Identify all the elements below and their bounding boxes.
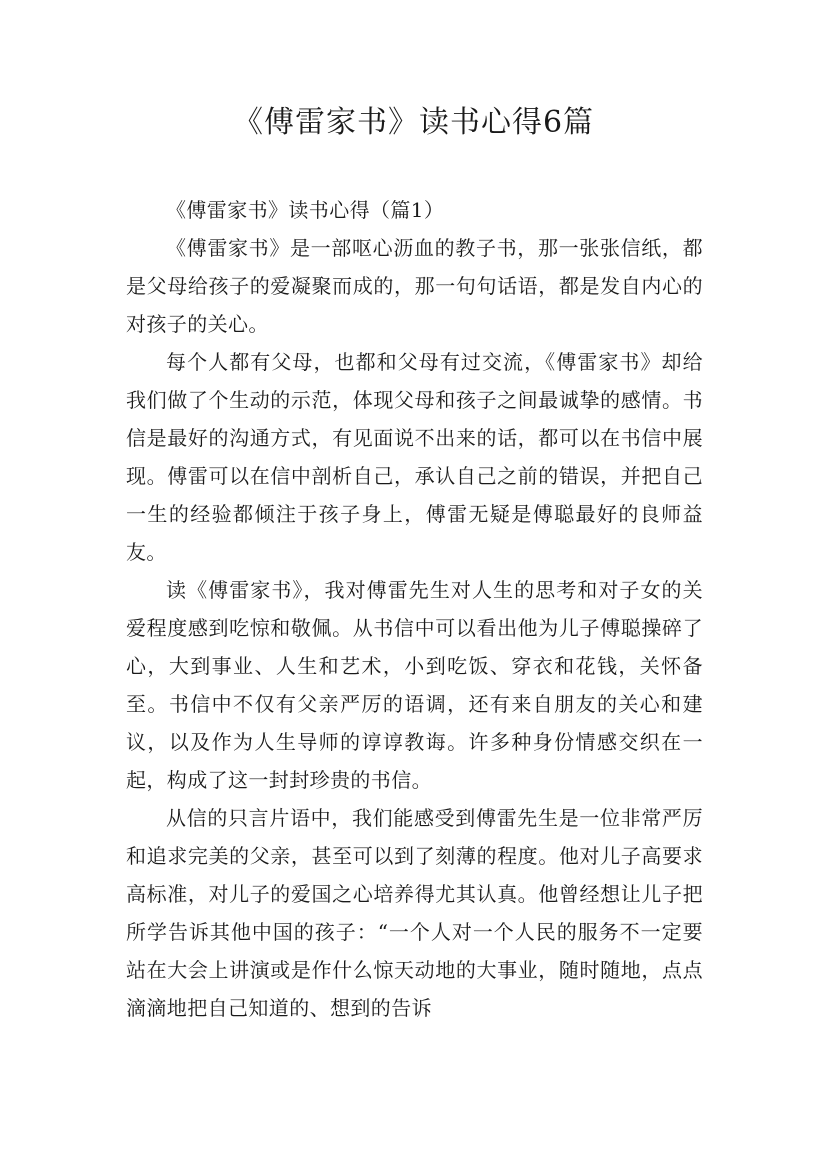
- paragraph: 《傅雷家书》是一部呕心沥血的教子书，那一张张信纸，都是父母给孩子的爱凝聚而成的，那一句句话语，都是发自内心的对孩子的关心。: [126, 236, 703, 336]
- document-body: [126, 191, 703, 1027]
- paragraph: 每个人都有父母，也都和父母有过交流，《傅雷家书》却给我们做了个生动的示范，体现父母和孩子之间最诚挚的感情。书信是最好的沟通方式，有见面说不出来的话，都可以在书信中展现。傅雷可以在信中剖析自己，承认自己之前的错误，并把自己一生的经验都倾注于孩子身上，傅雷无疑是傅聪最好的良师益友。: [126, 350, 703, 564]
- document-title: 《傅雷家书》读书心得6篇: [232, 105, 595, 140]
- paragraph: 读《傅雷家书》，我对傅雷先生对人生的思考和对子女的关爱程度感到吃惊和敬佩。从书信中可以看出他为儿子傅聪操碎了心，大到事业、人生和艺术，小到吃饭、穿衣和花钱，关怀备至。书信中不仅有父亲严厉的语调，还有来自朋友的关心和建议，以及作为人生导师的谆谆教诲。许多种身份情感交织在一起，构成了这一封封珍贵的书信。: [126, 578, 703, 792]
- paragraph: 从信的只言片语中，我们能感受到傅雷先生是一位非常严厉和追求完美的父亲，甚至可以到了刻薄的程度。他对儿子高要求高标准，对儿子的爱国之心培养得尤其认真。他曾经想让儿子把所学告诉其他中国的孩子：“一个人对一个人民的服务不一定要站在大会上讲演或是作什么惊天动地的大事业，随时随地，点点滴滴地把自己知道的、想到的告诉: [126, 806, 703, 1020]
- section-heading: 《傅雷家书》读书心得（篇1）: [166, 198, 445, 222]
